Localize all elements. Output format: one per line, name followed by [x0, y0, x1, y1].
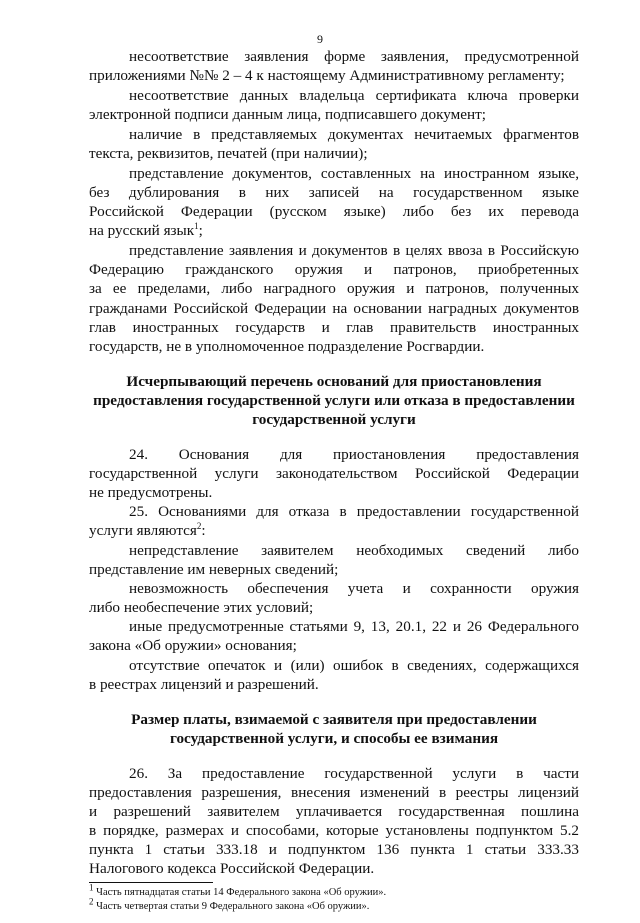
text-line: электронной подписи данным лица, подписавшего документ;	[89, 106, 486, 123]
text-line: представление заявления и документов в целях ввоза в Российскую	[129, 242, 579, 259]
footnote	[89, 896, 370, 913]
text-line: непредставление заявителем необходимых сведений либо	[129, 542, 579, 559]
text-line: государственной услуги законодательством Российской Федерации	[89, 465, 579, 482]
text-line: гражданами Российской Федерации на основании наградных документов	[89, 300, 579, 317]
text-line: закона «Об оружии» основания;	[89, 637, 297, 654]
text-line: несоответствие данных владельца сертификата ключа проверки	[129, 87, 579, 104]
text-line: 26. За предоставление государственной услуги в части	[129, 765, 579, 782]
text-line: текста, реквизитов, печатей (при наличии);	[89, 145, 368, 162]
text-line: в реестрах лицензий и разрешений.	[89, 676, 319, 693]
footnote-ref: 2	[196, 520, 202, 531]
footnote-mark: 1	[89, 882, 94, 893]
text-line: либо необеспечение этих условий;	[89, 599, 314, 616]
text-line: несоответствие заявления форме заявления, предусмотренной	[129, 48, 579, 65]
text-line: иные предусмотренные статьями 9, 13, 20.1, 22 и 26 Федерального	[129, 618, 579, 635]
text-line: 24. Основания для приостановления предоставления	[129, 446, 579, 463]
text-line: приложениями №№ 2 – 4 к настоящему Административному регламенту;	[89, 67, 565, 84]
footnote-ref: 1	[194, 220, 199, 231]
text-line: Налогового кодекса Российской Федерации.	[89, 860, 375, 877]
text-line: в порядке, размерах и способами, которые установлены подпунктом 5.2	[89, 822, 579, 839]
section-heading: государственной услуги	[252, 411, 416, 428]
text-line: глав иностранных государств и глав правительств иностранных	[89, 319, 579, 336]
text-line: без дублирования в них записей на государственном языке	[89, 184, 579, 201]
section-heading: Исчерпывающий перечень оснований для приостановления	[126, 373, 542, 390]
text-segment: на русский язык	[89, 222, 195, 239]
footnote-mark: 2	[89, 896, 94, 907]
text-segment: услуги являются	[89, 522, 197, 539]
footnote-separator	[89, 882, 213, 883]
text-line: Федерацию гражданского оружия и патронов, приобретенных	[89, 261, 579, 278]
text-line: представление им неверных сведений;	[89, 561, 339, 578]
text-line: пункта 1 статьи 333.18 и подпунктом 136 пункта 1 статьи 333.33	[89, 841, 579, 858]
text-segment: ;	[198, 222, 203, 239]
text-line: наличие в представляемых документах нечитаемых фрагментов	[129, 126, 579, 143]
page-number: 9	[317, 32, 323, 46]
footnote-text: Часть пятнадцатая статьи 14 Федерального закона «Об оружии».	[96, 887, 387, 898]
text-line	[89, 222, 579, 240]
text-line: не предусмотрены.	[89, 484, 213, 501]
section-heading: предоставления государственной услуги или отказа в предоставлении	[93, 392, 575, 409]
section-heading: государственной услуги, и способы ее взимания	[169, 730, 499, 747]
footnote	[89, 882, 387, 899]
text-line: предоставления разрешения, внесения изменений в реестры лицензий	[89, 784, 579, 801]
text-line: и разрешений заявителем уплачивается государственная пошлина	[89, 803, 579, 820]
text-line: за ее пределами, либо наградного оружия и патронов, полученных	[89, 280, 579, 297]
text-line: отсутствие опечаток и (или) ошибок в сведениях, содержащихся	[129, 657, 579, 674]
text-line: представление документов, составленных на иностранном языке,	[129, 165, 579, 182]
text-segment: :	[201, 522, 206, 539]
text-line: 25. Основаниями для отказа в предоставлении государственной	[129, 503, 579, 520]
text-line: невозможность обеспечения учета и сохранности оружия	[129, 580, 579, 597]
section-heading: Размер платы, взимаемой с заявителя при предоставлении	[131, 711, 537, 728]
text-line: государств, не в уполномоченное подразделение Росгвардии.	[89, 338, 485, 355]
footnote-text: Часть четвертая статьи 9 Федерального закона «Об оружии».	[96, 901, 370, 912]
text-line	[89, 522, 579, 540]
text-line: Российской Федерации (русском языке) либо без их перевода	[89, 203, 579, 220]
